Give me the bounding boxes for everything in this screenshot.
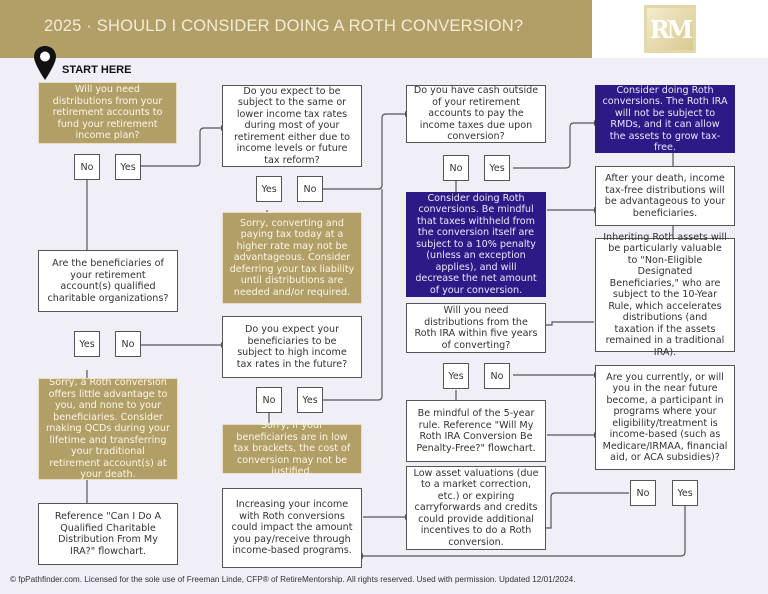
answer-no-button[interactable]: No (297, 176, 323, 202)
result-sorry-tax-today: Sorry, converting and paying tax today at a higher rate may not be advantageous. Consider deferring your tax liability until distributions are needed and/or required. (222, 212, 362, 304)
info-inheriting-roth: Inheriting Roth assets will be particularly valuable to "Non-Eligible Designated Beneficiaries," who are subject to the 10-Year Rule, which accelerates distributions (and taxation if the assets remained in a traditional IRA). (595, 238, 735, 352)
question-beneficiaries-charitable: Are the beneficiaries of your retirement account(s) qualified charitable organizations? (38, 250, 178, 312)
start-here-label: START HERE (62, 64, 132, 76)
answer-yes-button[interactable]: Yes (297, 387, 323, 413)
answer-yes-button[interactable]: Yes (443, 363, 469, 389)
page-title: 2025 · SHOULD I CONSIDER DOING A ROTH CONVERSION? (44, 17, 524, 35)
question-tax-rates: Do you expect to be subject to the same or lower income tax rates during most of your retirement either due to income levels or future tax reform? (222, 85, 362, 167)
answer-yes-button[interactable]: Yes (484, 155, 510, 181)
footer-copyright: © fpPathfinder.com. Licensed for the sole use of Freeman Linde, CFP® of RetireMentorship. All rights reserved. Used with permission. Updated 12/01/2024. (10, 575, 576, 584)
answer-yes-button[interactable]: Yes (256, 176, 282, 202)
result-sorry-charitable: Sorry, a Roth conversion offers little advantage to you, and none to your beneficiaries. Consider making QCDs during your lifetime and transferring your traditional retirement account(s) at your death. (38, 378, 178, 480)
question-beneficiaries-high-tax: Do you expect your beneficiaries to be subject to high income tax rates in the future? (222, 316, 362, 378)
result-five-year-rule: Be mindful of the 5-year rule. Reference "Will My Roth IRA Conversion Be Penalty-Free?" flowchart. (406, 400, 546, 462)
info-low-asset: Low asset valuations (due to a market correction, etc.) or expiring carryforwards and credits could provide additional incentives to do a Roth conversion. (406, 466, 546, 550)
answer-no-button[interactable]: No (443, 155, 469, 181)
question-distributions: Will you need distributions from your retirement accounts to fund your retirement income plan? (38, 82, 177, 144)
result-consider-rmds: Consider doing Roth conversions. The Roth IRA will not be subject to RMDs, and it can allow the assets to grow tax-free. (595, 85, 735, 153)
info-increasing-income: Increasing your income with Roth conversions could impact the amount you pay/receive through income-based programs. (222, 488, 362, 568)
brand-logo: RM (644, 5, 696, 53)
result-consider-penalty: Consider doing Roth conversions. Be mindful that taxes withheld from the conversion itself are subject to a 10% penalty (unless an exception applies), and will decrease the net amount of your conversion. (406, 192, 546, 297)
question-cash-outside: Do you have cash outside of your retirement accounts to pay the income taxes due upon conversion? (406, 85, 546, 143)
answer-no-button[interactable]: No (630, 480, 656, 506)
answer-yes-button[interactable]: Yes (672, 480, 698, 506)
answer-yes-button[interactable]: Yes (74, 331, 100, 357)
answer-no-button[interactable]: No (484, 363, 510, 389)
result-sorry-low-brackets: Sorry, if your beneficiaries are in low tax brackets, the cost of conversion may not be justified. (222, 424, 362, 474)
answer-yes-button[interactable]: Yes (115, 154, 141, 180)
question-five-years: Will you need distributions from the Roth IRA within five years of converting? (406, 303, 546, 353)
answer-no-button[interactable]: No (74, 154, 100, 180)
info-after-death: After your death, income tax-free distributions will be advantageous to your beneficiaries. (595, 166, 735, 226)
info-reference-qcd: Reference "Can I Do A Qualified Charitable Distribution From My IRA?" flowchart. (38, 503, 178, 565)
location-pin-icon (34, 46, 56, 80)
question-income-programs: Are you currently, or will you in the near future become, a participant in programs where your eligibility/treatment is income-based (such as Medicare/IRMAA, financial aid, or ACA subsidies)? (595, 365, 735, 470)
answer-no-button[interactable]: No (256, 387, 282, 413)
answer-no-button[interactable]: No (115, 331, 141, 357)
